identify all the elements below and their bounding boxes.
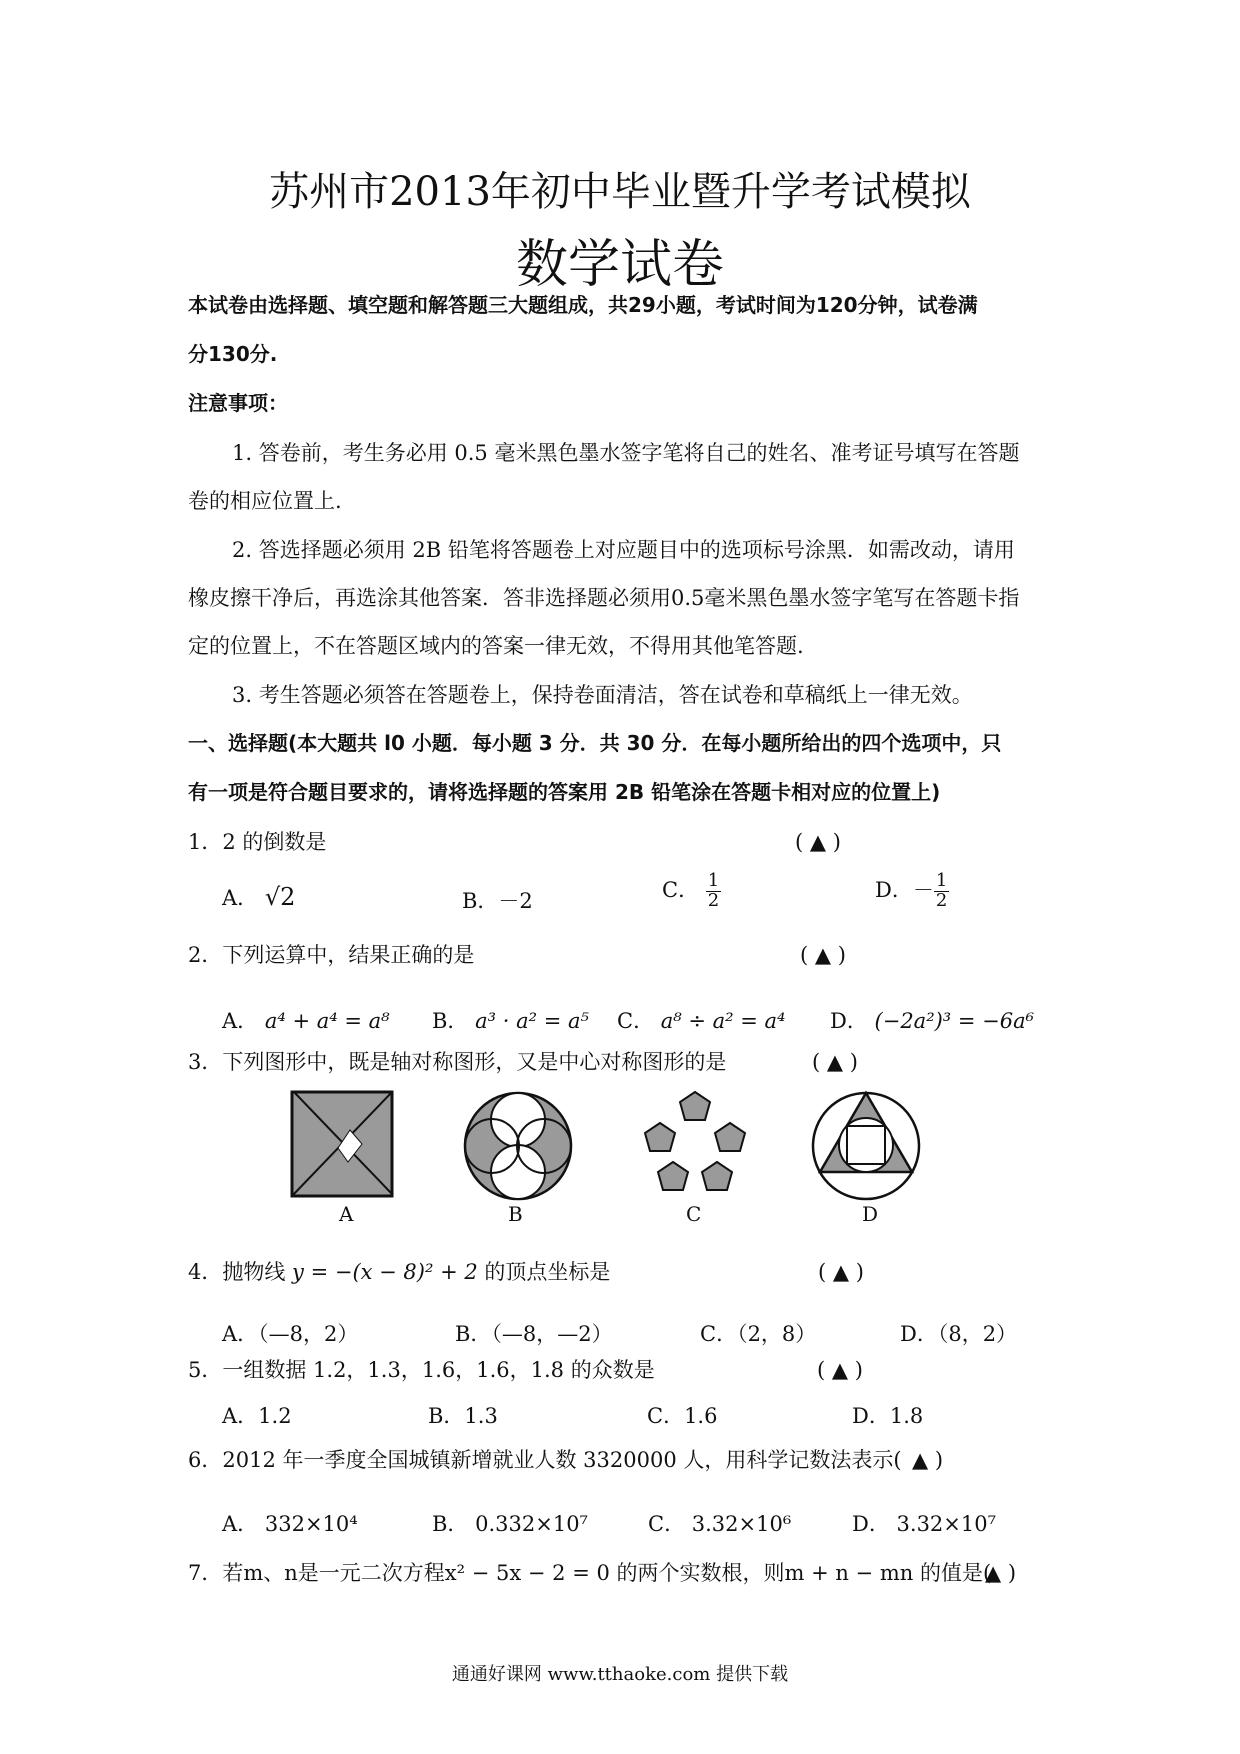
q5-option-b: B．1.3: [428, 1404, 498, 1428]
figure-c-pentagons: [640, 1090, 750, 1200]
question-1-stem: 1．2 的倒数是: [188, 830, 327, 854]
q4-option-d: D．（8，2）: [900, 1322, 1018, 1346]
figure-label: D: [862, 1202, 879, 1226]
notice-item: 橡皮擦干净后，再选涂其他答案．答非选择题必须用0.5毫米黑色墨水签字笔写在答题卡指: [188, 586, 1020, 610]
question-7-stem: 7．若m、n是一元二次方程x² − 5x − 2 = 0 的两个实数根，则m + n − mn 的值是(: [188, 1561, 992, 1585]
section-heading: 一、选择题(本大题共 l0 小题．每小题 3 分．共 30 分．在每小题所给出的四个选项中，只: [188, 731, 1002, 755]
q1-option-d: D．－ $\frac{1}{2}$: [875, 870, 948, 911]
q2-option-b: B． a³ · a² = a⁵: [432, 1009, 589, 1033]
q2-option-d: D． (−2a²)³ = −6a⁶: [830, 1009, 1035, 1033]
question-6-stem: 6．2012 年一季度全国城镇新增就业人数 3320000 人，用科学记数法表示(: [188, 1448, 902, 1472]
answer-mark-tail: ▲ ): [912, 1448, 944, 1472]
answer-mark: ( ▲ ): [818, 1260, 864, 1284]
q4-option-c: C．（2，8）: [700, 1322, 817, 1346]
section-heading: 有一项是符合题目要求的，请将选择题的答案用 2B 铅笔涂在答题卡相对应的位置上): [188, 780, 941, 804]
notice-item: 3. 考生答题必须答在答题卷上，保持卷面清洁，答在试卷和草稿纸上一律无效。: [232, 683, 973, 707]
exam-subtitle: 数学试卷: [515, 235, 724, 295]
q6-option-b: B． 0.332×10⁷: [432, 1512, 588, 1536]
exam-title: 苏州市2013年初中毕业暨升学考试模拟: [269, 169, 971, 215]
figure-d-triangle-circle: [810, 1090, 922, 1202]
answer-mark: ( ▲ ): [817, 1358, 863, 1382]
q6-option-a: A． 332×10⁴: [222, 1512, 358, 1536]
question-2-stem: 2．下列运算中，结果正确的是: [188, 943, 475, 967]
answer-mark: ( ▲ ): [812, 1050, 858, 1074]
figure-label: A: [339, 1202, 354, 1226]
answer-mark: ( ▲ ): [800, 943, 846, 967]
q2-option-c: C． a⁸ ÷ a² = a⁴: [617, 1009, 786, 1033]
q4-option-a: A．（—8，2）: [222, 1322, 359, 1346]
footer-credit: 通通好课网 www.tthaoke.com 提供下载: [451, 1664, 789, 1685]
notice-item: 卷的相应位置上.: [188, 489, 342, 513]
q5-option-a: A．1.2: [222, 1404, 292, 1428]
q4-option-b: B．（—8，—2）: [455, 1322, 613, 1346]
answer-mark-tail: ▲ ): [985, 1561, 1017, 1585]
question-3-stem: 3．下列图形中，既是轴对称图形，又是中心对称图形的是: [188, 1050, 727, 1074]
q5-option-d: D．1.8: [852, 1404, 924, 1428]
q1-option-b: B．－2: [462, 889, 533, 913]
intro-line: 本试卷由选择题、填空题和解答题三大题组成，共29小题，考试时间为120分钟，试卷满: [188, 293, 978, 317]
question-4-stem: 4．抛物线 y = −(x − 8)² + 2 的顶点坐标是: [188, 1260, 611, 1284]
q6-option-d: D． 3.32×10⁷: [852, 1512, 997, 1536]
q5-option-c: C．1.6: [647, 1404, 718, 1428]
question-5-stem: 5．一组数据 1.2，1.3，1.6，1.6，1.8 的众数是: [188, 1358, 655, 1382]
notice-heading: 注意事项：: [188, 391, 288, 415]
figure-a-square: [290, 1090, 394, 1200]
q2-option-a: A． a⁴ + a⁴ = a⁸: [222, 1009, 390, 1033]
figure-label: C: [686, 1202, 702, 1226]
answer-mark: ( ▲ ): [795, 830, 841, 854]
q1-option-c: C． $\frac{1}{2}$: [662, 870, 720, 911]
q6-option-c: C． 3.32×10⁶: [648, 1512, 792, 1536]
figure-b-circles: [462, 1090, 574, 1202]
notice-item: 1. 答卷前，考生务必用 0.5 毫米黑色墨水签字笔将自己的姓名、准考证号填写在答题: [232, 441, 1020, 465]
intro-line: 分130分.: [188, 342, 278, 366]
notice-item: 2. 答选择题必须用 2B 铅笔将答题卷上对应题目中的选项标号涂黑．如需改动，请用: [232, 538, 1015, 562]
q1-option-a: A． √2: [222, 883, 296, 911]
figure-label: B: [508, 1202, 523, 1226]
notice-item: 定的位置上，不在答题区域内的答案一律无效，不得用其他笔答题.: [188, 634, 804, 658]
